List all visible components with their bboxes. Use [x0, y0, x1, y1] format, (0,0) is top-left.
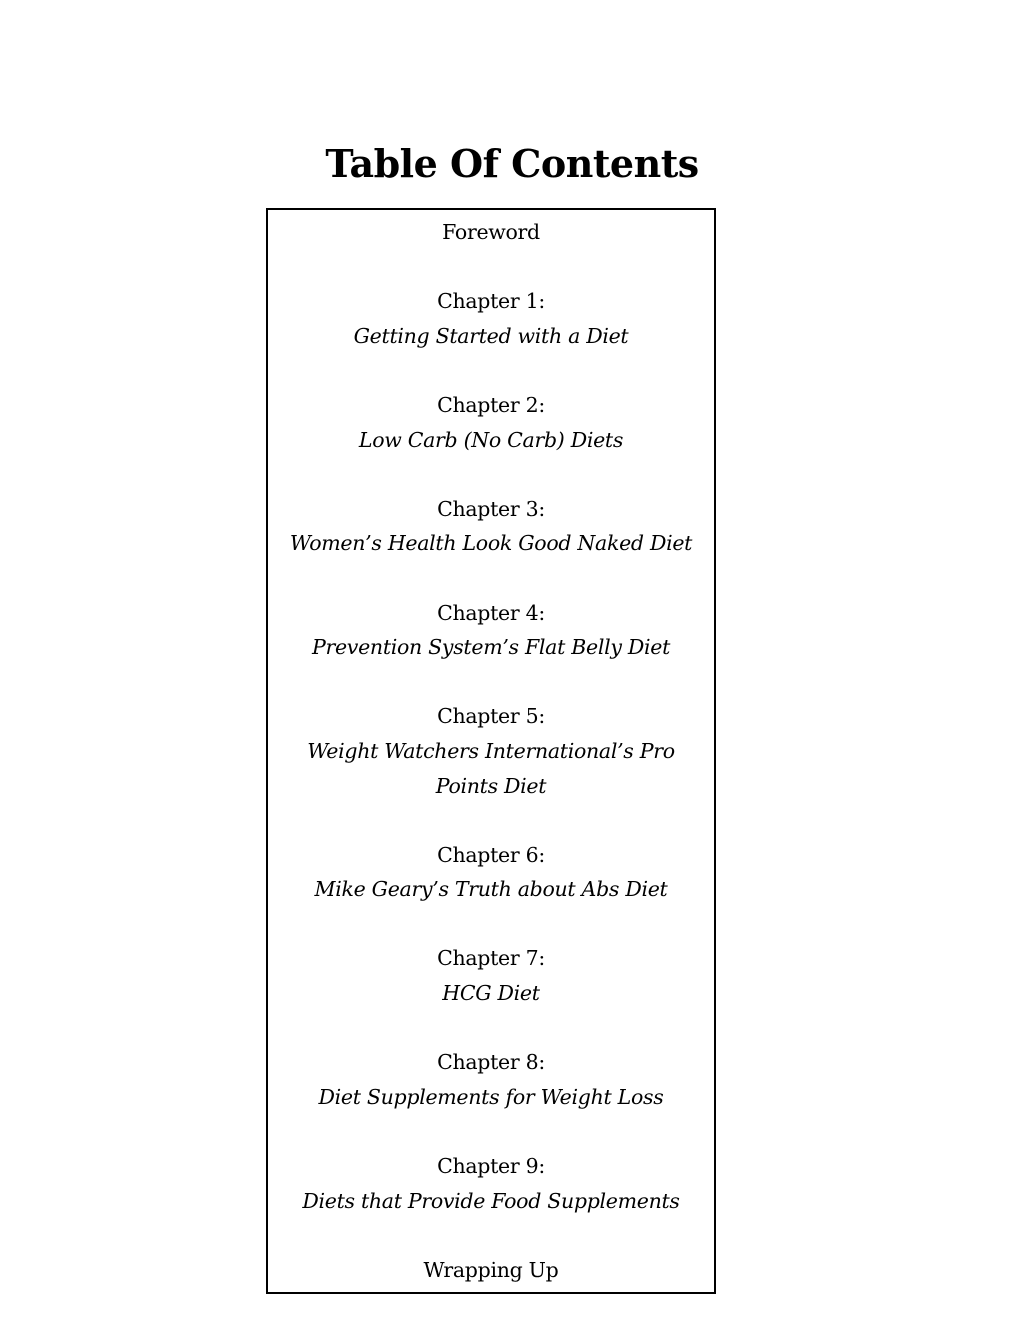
toc-spacer: [268, 561, 714, 596]
toc-spacer: [268, 803, 714, 838]
toc-entry-chapter-3: [268, 492, 714, 596]
chapter-label: Chapter 9:: [437, 1154, 545, 1179]
toc-entry-foreword: Foreword: [442, 220, 540, 244]
chapter-label: Chapter 5:: [437, 704, 545, 729]
toc-entry-chapter-2: [268, 388, 714, 492]
toc-entry-chapter-1: [268, 284, 714, 388]
toc-spacer: [268, 353, 714, 388]
chapter-label: Chapter 1:: [437, 289, 545, 314]
chapter-title: Diets that Provide Food Supplements: [302, 1188, 680, 1213]
toc-spacer: [268, 907, 714, 942]
toc-entry-chapter-7: [268, 941, 714, 1045]
chapter-title: Points Diet: [435, 773, 547, 798]
chapter-title: Mike Geary’s Truth about Abs Diet: [314, 877, 668, 902]
toc-entry-chapter-5: [268, 699, 714, 837]
toc-spacer: [268, 250, 714, 285]
chapter-title: Getting Started with a Diet: [353, 323, 629, 348]
chapter-title: Low Carb (No Carb) Diets: [358, 427, 624, 452]
toc-entry-chapter-8: [268, 1045, 714, 1149]
chapter-title: Weight Watchers International’s Pro: [307, 738, 675, 763]
page-title: Table Of Contents: [325, 141, 699, 186]
chapter-label: Chapter 7:: [437, 946, 545, 971]
chapter-label: Chapter 6:: [437, 842, 545, 867]
toc-spacer: [268, 1114, 714, 1149]
toc-chapter-list: [268, 284, 714, 1253]
toc-spacer: [268, 665, 714, 700]
chapter-title: Prevention System’s Flat Belly Diet: [311, 635, 671, 660]
toc-box: [266, 208, 716, 1294]
chapter-label: Chapter 8:: [437, 1050, 545, 1075]
chapter-label: Chapter 3:: [437, 496, 545, 521]
chapter-title: Women’s Health Look Good Naked Diet: [289, 531, 693, 556]
toc-entry-chapter-9: [268, 1149, 714, 1253]
toc-entry-chapter-6: [268, 838, 714, 942]
toc-entry-wrapping-up: Wrapping Up: [423, 1257, 559, 1282]
chapter-title: HCG Diet: [442, 981, 540, 1006]
toc-spacer: [268, 1218, 714, 1253]
toc-entry-chapter-4: [268, 596, 714, 700]
chapter-title: Diet Supplements for Weight Loss: [318, 1084, 664, 1109]
chapter-label: Chapter 4:: [437, 600, 545, 625]
chapter-label: Chapter 2:: [437, 392, 545, 417]
toc-spacer: [268, 1011, 714, 1046]
toc-spacer: [268, 457, 714, 492]
